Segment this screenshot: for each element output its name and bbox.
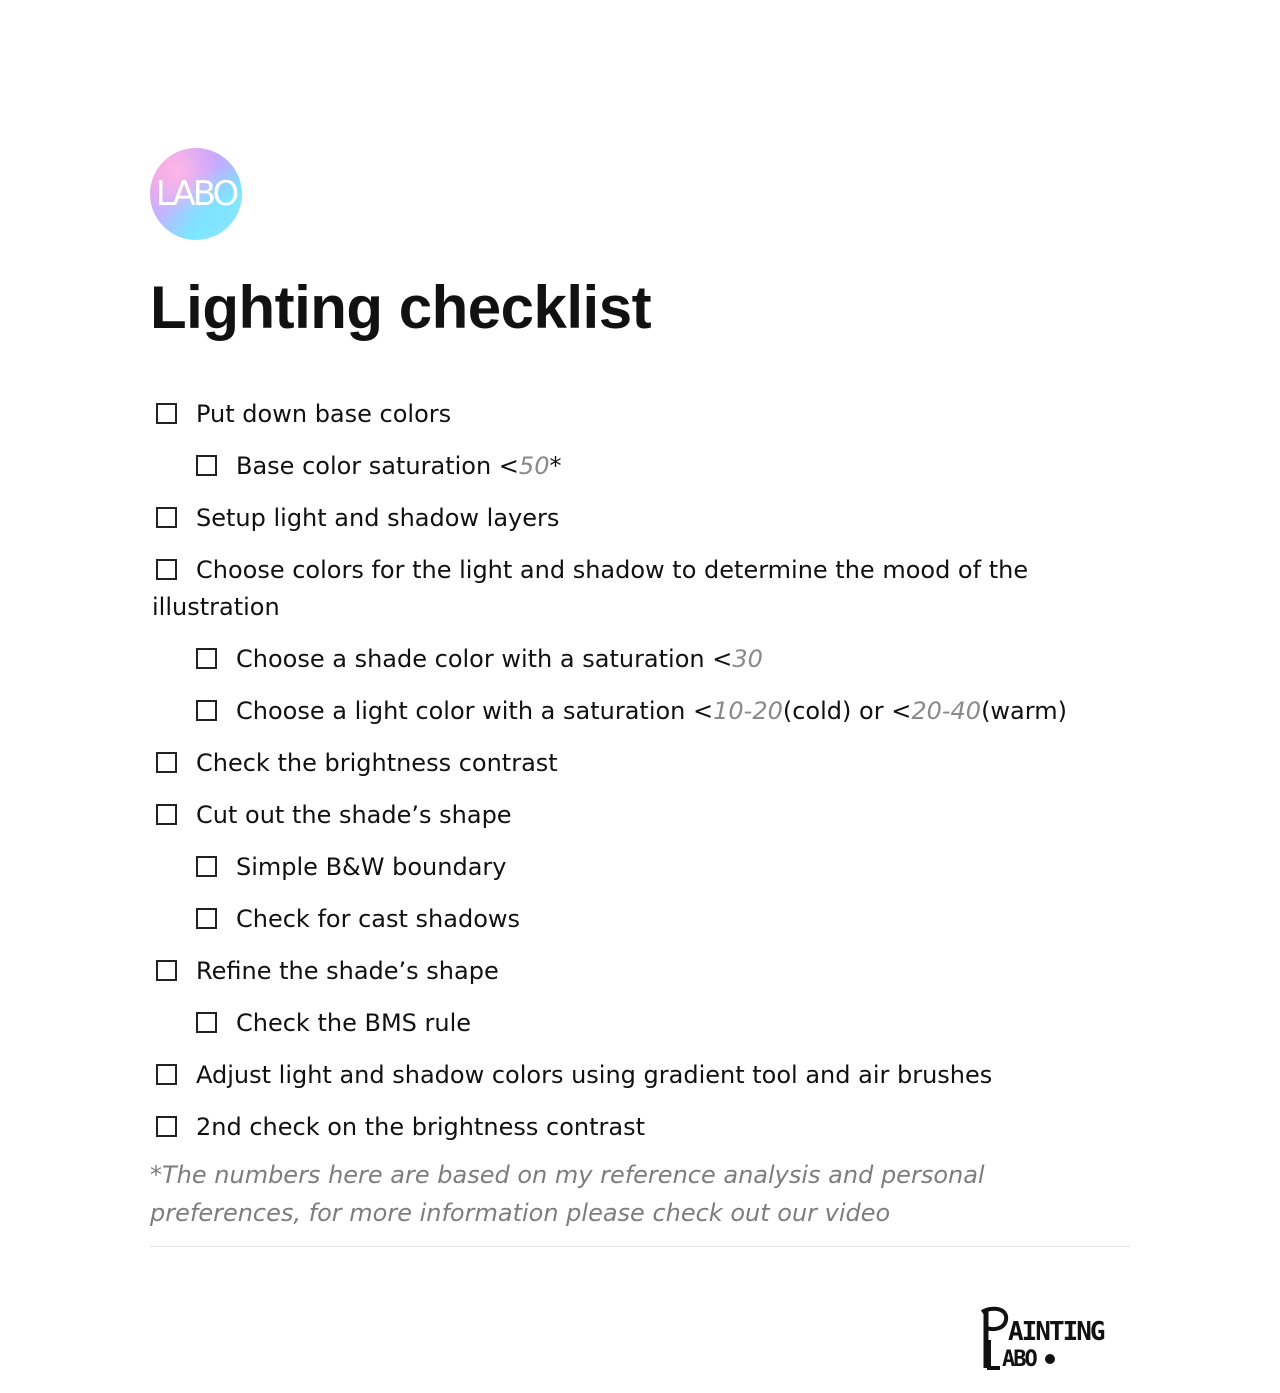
sub-checklist-item [190, 693, 1130, 730]
checklist-item [150, 1057, 1130, 1094]
sub-checklist-item [190, 1005, 1130, 1042]
painting-labo-logo [978, 1306, 1130, 1370]
checkbox[interactable] [196, 648, 217, 669]
labo-logo [150, 148, 242, 240]
checklist-item [150, 500, 1130, 537]
checklist-item [150, 745, 1130, 782]
checklist-item-label: Refine the shade’s shape [196, 957, 499, 985]
checklist-item-label: Choose colors for the light and shadow to determine the mood of the illustration [152, 556, 1029, 621]
checkbox[interactable] [196, 700, 217, 721]
checklist-item-label: Put down base colors [196, 400, 452, 428]
checklist-item [150, 552, 1130, 626]
checklist-item-label: Simple B&W boundary [236, 853, 507, 881]
checklist-item-label: Cut out the shade’s shape [196, 801, 512, 829]
checklist-item-label: Base color saturation <50* [236, 452, 562, 480]
checkbox[interactable] [156, 960, 177, 981]
sub-checklist-item [190, 901, 1130, 938]
page-title: Lighting checklist [150, 274, 652, 341]
checkbox[interactable] [156, 1116, 177, 1137]
sub-checklist-item [190, 448, 1130, 485]
checklist [150, 396, 1130, 1146]
checklist-item [150, 953, 1130, 990]
sub-checklist-item [190, 641, 1130, 678]
brand-l-stroke [989, 1340, 1000, 1368]
checklist-item [150, 797, 1130, 834]
checklist-item-label: Choose a shade color with a saturation <30 [236, 645, 763, 673]
checklist-item [150, 1109, 1130, 1146]
footnote: *The numbers here are based on my reference analysis and personal preferences, for more information please check out our video [150, 1156, 1130, 1247]
checklist-item-label: Adjust light and shadow colors using gradient tool and air brushes [196, 1061, 993, 1089]
brand-line2: ABO [1002, 1347, 1036, 1370]
saturation-value: 50 [518, 452, 550, 480]
checkbox[interactable] [196, 1012, 217, 1033]
checklist-item-label: 2nd check on the brightness contrast [196, 1113, 646, 1141]
checklist-item-label: Check for cast shadows [236, 905, 521, 933]
checkbox[interactable] [196, 455, 217, 476]
checkbox[interactable] [156, 752, 177, 773]
logo-text: LABO [155, 174, 237, 214]
saturation-value: 30 [732, 645, 763, 673]
checkbox[interactable] [196, 908, 217, 929]
checkbox[interactable] [196, 856, 217, 877]
checkbox[interactable] [156, 559, 177, 580]
checklist-page [150, 148, 1130, 1247]
checklist-item-label: Choose a light color with a saturation <10-20(cold) or <20-40(warm) [236, 697, 1067, 725]
brand-line1: AINTING [1008, 1317, 1104, 1347]
checklist-item-label: Check the BMS rule [236, 1009, 472, 1037]
checklist-item [150, 396, 1130, 433]
checkbox[interactable] [156, 507, 177, 528]
brand-dot [1045, 1354, 1055, 1364]
checklist-item-label: Setup light and shadow layers [196, 504, 560, 532]
checkbox[interactable] [156, 1064, 177, 1085]
saturation-value: 20-40 [911, 697, 982, 725]
sub-checklist-item [190, 849, 1130, 886]
checkbox[interactable] [156, 804, 177, 825]
saturation-value: 10-20 [713, 697, 783, 725]
checklist-item-label: Check the brightness contrast [196, 749, 558, 777]
checkbox[interactable] [156, 403, 177, 424]
